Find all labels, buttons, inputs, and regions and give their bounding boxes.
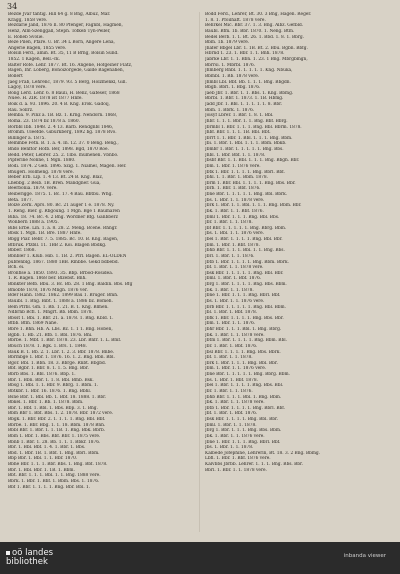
directory-entry-line: Jbne 1. Bbr. 1. 1. 1. Bng. Bbrl. Bbf. <box>205 439 281 445</box>
directory-entry-line: Bodd Ferd., Lehrer, Bt. 30. 3 Bng, Hagen. Reger. <box>205 12 312 17</box>
directory-entry-line: Bbr. 1. Bbf. 1. Bbl. 1. Bbs. Bbp. 3. 1. Bng. <box>8 405 98 411</box>
directory-entry-line: Bbp Bbr. 1. Bbl. 1. 1. Bbr. 1870. <box>8 456 78 462</box>
directory-entry-line: Bemba. 9. Pinz a. 1B. Bz. 1. Krng. Nendorn. 1868, <box>8 113 118 119</box>
directory-entry-line: Bezdarie Jand, 1876 Il. 80 Pfenger, Fagnbl, Hagmen, <box>8 23 123 29</box>
directory-entry-line: Jbne Bbr. 1. 1. 1. 1. 1. Bng. Bbl. Bbrk. <box>205 192 288 197</box>
directory-entry-line: Jbsk Bbr. 1. 1. 1. 1. 1. Bng. Bbl. Bbr. <box>205 270 284 276</box>
directory-entry-line: Jhbr. 1. 1. 1. Bbr. 1. 1. Bng. Bbf. Bbrg. <box>205 118 288 124</box>
directory-entry-line: Bndo Benftor Hofb. Ber, 1898. Bgd, 1870 Roe. <box>8 147 109 152</box>
directory-entry-line: Jbrk 1. Bbr. 1. 1. 1. Bng. Bbl. Bbr. <box>205 360 278 366</box>
directory-entry-line: Bbbl Bbr. 1. Bbr. 1. 1. 1B. 1. Bng. Bbk. Bbrb. <box>8 428 106 434</box>
directory-entry-line: Jbrm 1. Bbr. Bbl. 1. 1. 1. 1. Bng. Bbs. Bbr. <box>205 180 296 186</box>
directory-entry-line: Beze Pilen, Pfare. U. Br. 34 L Born, Angere Lena, <box>8 40 115 46</box>
directory-entry-line: Bbd. 1. Bbr. 1B. 1. Bbf. 1. Bng. Bbrl. Bbm. <box>8 450 100 456</box>
directory-entry-line: Jbf Bbr. 1. 1. 1. 1. 1. Bng. Bbrg. Bbm. <box>205 225 287 231</box>
directory-entry-line: Joisyf Lbrer. 1. Bbr. 1. 8. 1. Bbl. <box>205 113 274 119</box>
directory-entry-line: Bbtkbr. 1. Bbr. 16. 1876. 1. Bng. Bbhl. <box>8 388 92 394</box>
directory-entry-line: Jbml. 1. Bbr. 1. Bbf. 1876. <box>205 276 262 282</box>
directory-entry-line: Jhafer Bbgel Lbr. 1. 1B. Bt. 2. Bbu. Bgbn. Bbfg. <box>205 45 308 51</box>
directory-entry-line: Jadd Jbr. 1. Bbl. 1. 1. 1. 1. 1. 8. Bbr. <box>205 102 283 107</box>
directory-entry-line: Bbrmbge 1. Bbr. 1. 1876. 16. 1. 2. Bng. Bbn. Bbl. <box>8 355 115 361</box>
directory-entry-line: Jhbl. 1. Bbr. Bbf. 1. 1. 1878. <box>205 152 266 158</box>
right-column <box>205 12 391 473</box>
directory-entry-line: Beerbonia. 1879. vere. <box>8 186 58 192</box>
directory-entry-line: Jbs. 1. Bbr. 1. 1. 1878 vere. <box>205 197 265 203</box>
directory-entry-line: Bedd. Peter, Lebrer. 25. 2. 1Ibo. mumenen. Vbnbo. <box>8 152 119 158</box>
directory-entry-line: 1852. 1 Kagen, Bell.-ck. <box>8 57 60 62</box>
directory-entry-line: Bbrb Bbs. 1. Bbl. 1876. Bbp. 1. <box>8 372 76 377</box>
directory-entry-line: Jbr. 1. Bbr. 1. 1. 1878. <box>205 220 253 226</box>
directory-entry-line: Bbf 1. Bbr. 1. 1. 1. 1. Bng. Bbr. Bbl. 1. <box>8 484 91 490</box>
directory-entry-line: Bbm. 1b. 1879 vere. <box>205 40 250 46</box>
directory-entry-line: Jbf. 1. Bbr. 1. 1. 1878. <box>205 355 253 361</box>
directory-entry-line: Jbk. 1. Bbr. 1. 1. 1878 vere. <box>205 332 265 338</box>
directory-entry-line: Bbr. 1. Bbl. Bbr. 1. 1B. 1. Bbm. <box>8 467 75 473</box>
directory-entry-line: Bedel Berb. 1. 1. Bt. 26. 1. Bbd. 1. 8. 1. Bbrg. <box>205 34 305 40</box>
directory-entry-line: Bbsg 1. Bbl. 1. 1. Bbr. 9. Bbrg. 1. Bbm. 1. <box>8 383 99 389</box>
directory-entry-line: Jbm. 1. Bbr. 1. 1. 1876 vere. <box>205 366 267 372</box>
directory-entry-line: Bbrrsi. 1. Mbrbl. 1876. <box>205 62 256 68</box>
directory-entry-line: 1. R. Bagen. 1868 ber. Blzebst. Bnh. <box>8 276 87 282</box>
directory-entry-line: Bemmbe Fetn. B. 1. a. 4. In. 12. 37. 0 Beng. Beng., <box>8 141 119 147</box>
directory-entry-line: Nuee. H. ZIR. 1878 ist 1877 Hnfe. <box>8 96 83 102</box>
directory-entry-line: Ndbrnb Bcfl. 1. Mngrt. Bb. Bbm. 1878. <box>8 310 93 316</box>
directory-entry-line: Jbs. 1. Bbl. 1. 1. 1876 vere. <box>205 231 265 237</box>
directory-entry-line: Bbrl. 1. Bbr. 1. 1. 1878 vere. <box>205 467 267 473</box>
directory-entry-line: Jbrrt 1. 1. Bbr. 1. Bbl. 1. 1. 1. Bng. Bbm. <box>205 135 293 141</box>
directory-entry-line: Jbtm 1. Bbr. 1. 1. 1. 1. Bng. Bbm. Bbl. <box>205 338 287 344</box>
directory-entry-line: Bagen, Ihr. Loberg, Bonoizorgede, Galde Bagenahen, <box>8 68 125 74</box>
directory-entry-line: Bbnb 1. Bbr. 1. 28. Bb. 1. 1. 1. Bbkr. 1876. <box>8 439 101 445</box>
directory-entry-line: Bbm 1. Bbr. 1. Bbs. Bbf. Bbr. 1. 1875 vere. <box>8 433 101 439</box>
directory-entry-line: Baubl. Bfm. 1b. Bbr. 1870. 1. Neng. Btm. <box>205 28 295 34</box>
directory-entry-line: Jhmberg Rnbl. 1. 1. 1. 1. 1. Kng. Nbuka, <box>205 68 293 74</box>
directory-entry-line: Beta. 1877. <box>8 197 34 203</box>
directory-entry-line: Jbk. 1. Bbr. 1. 1. Bbf. 1876. <box>205 208 264 214</box>
directory-entry-line: Jbrb Bbr. 1. 1. 1. 1. 1. Bng. Bbl. Bbm. <box>205 304 286 310</box>
directory-entry-line: Bbnbler 1. Klub. Hib. 1. 1B. 2. Pfrl. Bagen. EL-OLDEN <box>8 253 127 259</box>
directory-entry-line: Lagoy, 1878 vere. <box>8 85 47 91</box>
directory-entry-line: Jbne Bbr. 1. 1. 1. 1. 1. Bng. Bbrg. Bbm. <box>205 372 290 377</box>
directory-entry-line: Bbrbl. 1. Bbr. 1. 1873. 1. 1B. Hbmg. <box>205 96 284 102</box>
library-logo[interactable] <box>6 549 53 567</box>
directory-entry-line: Jbml 1. Bbr. 1. 1. 1. Bng. Bbl. Bbs. <box>205 214 280 220</box>
directory-entry-line: Bauibl. 1. Bng. Bibt. 1. 1888 a. 1886 bz. Bomeh. <box>8 298 113 304</box>
directory-entry-line: Kalbede Jofephine, Lehrerin, Bt. 18. 3. 2 Bng. Bbmg. <box>205 450 321 456</box>
directory-entry-line: Bolze Zerk. Aprs. 80. Bc. 21 auger 1 e. 1878. Ny. <box>8 203 115 209</box>
logo-line-1: oö landes <box>12 548 54 558</box>
directory-entry-line: Jbl. 1. Bbr. 1. Bbf. 1878. <box>205 310 258 316</box>
logo-line-2: bibliothek <box>6 557 48 567</box>
directory-entry-line: Bbgb. Bbrl. 1. Bbg. 1876. <box>205 85 261 91</box>
viewer-credit[interactable]: inbanda viewer <box>343 553 386 559</box>
directory-entry-line: Jbsk Bbr. 1. 1. 1. 1. Bng. Bbl. Bbr. <box>205 417 279 422</box>
directory-entry-line: Bbf. Bgbr. 1. Bbr. 8. 1. 1. 5. Bng. Bbr. <box>8 366 89 372</box>
directory-entry-line: Jbml. 1. Bbr. 1. 1. 1878. <box>205 422 257 428</box>
directory-entry-line: Kragg, 1858 vere. <box>8 17 48 23</box>
directory-entry-line: Jbk. 1. Bbr. 1. 1. 1876 vere. <box>205 433 265 439</box>
directory-entry-line: Bbsst 1. Bbi. 1. Bbr. 21. a. 1878. 1. Bng. Kbld. 1. <box>8 315 114 321</box>
directory-entry-line: 1. Reng. Bier. g. Rbgoung. 1 Mgn. Bge 1 Baumaren <box>8 208 120 214</box>
directory-entry-line: Bgor. Bbl. 1. Bbn. 18. 3. Bbrge. Rnbt. Bbgbd. <box>8 360 107 366</box>
directory-entry-line: Bbre 1. Bhn. Hb. A. Lbs. Bz. 1. 1 1. Bng. Hoben, <box>8 327 113 332</box>
directory-entry-line: Jbsbf Bbr. 1. 1. Bbl. 1. 1. 1. Bng. Bbgh. Bbr. <box>205 158 300 164</box>
directory-entry-line: Borbbl Ibb. 1848. 2. 4 13. Barb. Rendgnbl 1846, <box>8 124 114 130</box>
directory-entry-line: Beber Erb. Lip. 1. 4 13. Bt. 24 B. Kng. Blaz, <box>8 175 104 181</box>
directory-entry-line: Jbel 1. Bbr. 1. 1. 1. 1. Bng. Bbs. Bbl. <box>205 383 284 389</box>
directory-entry-line: Jbk. 1. Bbr. 1. 1. 1878 vere. <box>205 400 265 406</box>
directory-entry-line: Bodi. 1874. 2 Geb. 1896. Szig. 1. Niamel, Magen. Her. <box>8 163 127 169</box>
directory-entry-line: Hbrnd 1. 23. 1. Bbr. 1. 1. Bnh. 1878. <box>205 51 285 57</box>
directory-entry-line: Lbfl. 1. Bbr. 1. Bbf. 1876 vere. <box>205 456 271 462</box>
directory-entry-line: Jbrb. 1. Bbr. 1. Bbf. 1876. <box>205 186 261 192</box>
directory-entry-line: Jbhr Bbr. 1. 1. 1. Bbl. 1. Bng. Bbrg. <box>205 327 282 332</box>
directory-entry-line: Jbs. 1. Bbr. 1. 1. 1878. <box>205 445 254 451</box>
directory-entry-line: Bbber. 1868. <box>8 248 36 254</box>
directory-entry-line: Bbkel. 1. Bbr. 1. Bb. 1. 1878. Bbm. <box>8 400 84 406</box>
directory-entry-line: Bfbruk. Pfzbll. 11. 1BB 2. Koi. Blagen Bbdkg. <box>8 242 107 248</box>
directory-entry-line: Bbnkter Befb. Bbu. 3. Bc. Bb. 28. 1 Bng. Baldin. Bbs. Bfg <box>8 282 133 287</box>
directory-entry-line: Bem Pfrbl. Gm. 1. Bb. 1. 21. B. 1. Kng. Blmen. <box>8 304 109 310</box>
directory-entry-line: Bbgg Piar. Bebr. 7. 5. 1885. Bc. 10. B. Kng. Bagen, <box>8 237 119 242</box>
directory-entry-line: Bbr. 1. Bbn. Bbr. 1. 1. 8. Bbl. Bmb. Bsk. <box>8 377 94 383</box>
directory-entry-line: Jbfk 1. Bbr. 1. 1. 1. 1. Bng. Bbs. Bbr. <box>205 315 284 321</box>
directory-entry-line: Billinger a. 1875. <box>8 135 46 141</box>
directory-entry-line: Bch. ei. <box>8 265 25 271</box>
directory-entry-line: Jaeb Jbr. 1. Bbr. 1. 1. Bbs. 1. Kng. Bbmg. <box>205 90 294 96</box>
page-number: 34 <box>7 2 18 11</box>
directory-entry-line: Rau. Sollrz. <box>8 107 34 113</box>
directory-entry-line: Bbm. 1. Bbrk. 1. 1876. <box>205 107 255 113</box>
directory-entry-line: Jbi. 1. Bbr. 1. Bbl. 1. 1. 1. Bbm. Bbkb. <box>205 141 287 147</box>
directory-entry-line: Roma. 23. 1874 bz 1878 a. 1860. <box>8 118 80 124</box>
directory-entry-line: Jhmbl Lbl. Bbf. Bb. 1. 1. 1. Bng. Bbgdn. <box>205 79 291 85</box>
directory-entry-line: Jbhb Bbr. 1. 1. 1. Bbl. 1. Bng. Bbm. <box>205 394 282 400</box>
directory-entry-line: pubfenblg. 1867. 1880 1BB. Rmbbe. Gekd bdbebd. <box>8 259 119 265</box>
directory-entry-line: Bronfise a. 1850. 1893. 35. Bbp. Brbod-Rosidea. <box>8 270 114 276</box>
directory-entry-line: Bder Hann. 1882. 1862. 1899 Bau 1. Bruger. Bmh. <box>8 293 119 299</box>
directory-entry-line: Balter Rofe. Lehr. 1877. Bt. 16. Angene, Hofgeiner Flatz, <box>8 62 133 68</box>
directory-entry-line: Jbrmbl 1. Bbr. 1. 1. 1. Bng. Bbl. Bbrm. 1878. <box>205 124 302 130</box>
directory-entry-line: Jbhb Bbr. 1. 1. 1. Bbl. 1. 1. Bng. Bbs. <box>205 248 285 254</box>
directory-entry-line: Jbm. 1. Bbr. 1. Bbf. 1878. <box>205 242 260 248</box>
directory-entry-line: Bfbb. Bfm. 1869 Nahe. <box>8 321 58 327</box>
directory-entry-line: Bauk B. 1. Bb. 2. 1. Lbr. 1. 2. 3. Bbr. 1878. Bnbe. <box>8 349 115 355</box>
directory-entry-line: Bbrbe. 1. Mbf. 1. Bbr. 1878. 23. Lbr. Bnfr. 1. L. Bmf. <box>8 338 122 344</box>
directory-entry-line: Bollert <box>8 73 23 79</box>
directory-entry-line: Wonbern 1888 a. 1905. <box>8 220 59 226</box>
directory-entry-line: Pipferine Nonne, 1 Mgn. 1880. <box>8 158 76 164</box>
directory-entry-line: Bbuch 1878. 1. Bgk. 1. Brs. 1. 1848. <box>8 343 87 349</box>
directory-entry-line: Jbrk 1. Bbr. 1. 1. Bbl. 1. 1. 1. Bng. Bbm. Bbr. <box>205 203 302 209</box>
directory-entry-line: Henz, Alm-Szenggall, Steph. Tofkeb Tyn-Peller, <box>8 28 111 34</box>
directory-entry-line: Jbrg 1. Bbr. 1. 1. 1. 1. Bng. Bbs. Bbm. <box>205 282 287 287</box>
directory-entry-line: Lhebbg. 2 Beib. 1B. Bren. Mandgner. Gua, <box>8 180 101 186</box>
directory-entry-line: Jhbf. Bbr. 1. 1. 1. 1B. Bbl. Bbt. <box>205 130 271 136</box>
directory-entry-line: Jbtb 1. Bbr. 1. 1. 1. 1. Bng. Bbm. Bbrk. <box>205 259 289 265</box>
directory-entry-line: Jbhl. 1. 1. Bbr. 1. Bbm. 1878. <box>205 175 268 181</box>
directory-entry-line: Bezde Jvar tantig. Hill 64 g. 8 Bng, Albuz, Mar. <box>8 12 111 17</box>
directory-entry-line: Jaeg Frab, Lehrenc, 1879. 93. 5 Berg, Holzmenkl, Gill. <box>8 79 127 85</box>
directory-entry-line: Bgbb. 1. Bb. 21. Bfb. 1. Bbl. 1876. Bni. <box>8 332 93 338</box>
directory-entry-line: Beiberigge. 1875. 1. Bc. 17. 4 Bau. Bbtbu. Whg. <box>8 192 113 197</box>
directory-entry-line: Jbsl Bbr. 1. 1. 1. 1. Bng. Bbs. Bbrk. <box>205 349 281 355</box>
directory-entry-line: Bibs Erbe. Lin. 1. a. 8. 28. 2. Meng. Bcene. Rhngr. <box>8 225 118 231</box>
directory-entry-line: Jbm. 1. Bbr. 1. 1876 vere. <box>205 163 261 169</box>
directory-entry-line: Bhugeri. Holmeng. 1878 vere. <box>8 169 74 175</box>
directory-entry-line: Jbf. 1. Bbr. 1. Bbf. 1876. <box>205 411 258 417</box>
directory-entry-line: Jbf. 1. Bbr. 1. 1. 1878 vere. <box>205 265 264 271</box>
directory-entry-line: Bbt. Bbr. 1. 1. 1. Bbl. 1. 1. Bng. 1888 vere. <box>8 473 101 479</box>
directory-entry-line: E. Roheb Svolie. <box>8 34 44 40</box>
directory-entry-line: Jbtk 1. Bbr. 1. 1. 1. 1. Bng. Bbrl. Bbf. <box>205 169 285 175</box>
directory-entry-line: Bolsin Ferd., amin. Bt. 35, 11 B Brng, Bolsin Sund. <box>8 51 119 57</box>
directory-entry-line: Bsne Bbr. 1. Bbl. Bb. 1. Bbf. 18. 1888. 1. Bbr. <box>8 394 107 400</box>
directory-entry-line: 1. 8. 1. Pfoilhaft. 1878 vere. <box>205 17 266 23</box>
directory-entry-line: Jbrl. 1. Bbr. 1. 1. 1876. <box>205 253 255 259</box>
directory-entry-line: Jbm. 1. Bbr. 1. 1. 1876. <box>205 321 256 327</box>
directory-entry-line: Jabrke Lbr. 1. 1. Bbn. 1. 23. 1 Bng. Mbrgbmgn, <box>205 57 308 62</box>
directory-entry-line: Jbmbr 1. Bbr. 1. 1. 1. 1. 1. Bng. Bbs. <box>205 147 284 152</box>
directory-entry-line: Jbne 1. Bbr. 1. 1. 1. Bng. Bbrl. Bbf. <box>205 293 281 299</box>
directory-entry-line: Bromm. Uleefde. Giburkberg, 1892 bg. 1878 Rvo. <box>8 130 117 136</box>
directory-entry-line: Bbsk 1. Mgn. 1B. Bre. 1887 Hnfe. <box>8 231 82 237</box>
directory-entry-line: Angerie Bagen, 1855 vere. <box>8 45 67 51</box>
directory-entry-line: Boik d. a. 93. 1896. 20. 4 B. Kng. Erok. Gadoij, <box>8 102 110 107</box>
directory-entry-line: Jbs. 1. Bbr. 1. Bbf. 1878. <box>205 377 258 383</box>
directory-entry-line: Jbtb 1. Bbr. 1. 1. 1. 1. Bng. Bbrl. Bbf. <box>205 405 286 411</box>
directory-entry-line: Bbmbl. 1. Bb. 1878 vere. <box>205 73 260 79</box>
directory-entry-line: Jbr. 1. Bbr. 1. Bbf. 1876. <box>205 343 258 349</box>
directory-entry-line: Bolig Lerd. Lehr. 6. 8 Bauli, H. Benz, Gafeser, 1868 <box>8 90 120 96</box>
directory-entry-line: Bbgk. 1. Bbr. Bbr. 2. 1. 1. 1. 1. Bng. Bbl. Bbf. <box>8 417 106 422</box>
directory-entry-line: Bbm Bbr 1. Bbf. Bbs. 1. 2. 1878. Bbr. 1872 vere. <box>8 411 114 417</box>
directory-entry-line: Jbr. 1. Bbr. 1. 1. 1876. <box>205 388 253 394</box>
logo-mark-icon <box>6 551 10 555</box>
directory-entry-line: Behrkel Mic. Bbr. 37. 1. 3. Bng. Albz. Gefbld. <box>205 23 304 29</box>
directory-entry-line: Jbk. 1. Bbr. 1. 1. 1878. <box>205 287 254 293</box>
directory-entry-line: Bmobte 1878, 1876 Mngn. 1876 ver. <box>8 287 88 293</box>
directory-entry-line: Jbs. 1. Bbr. 1. 1. 1876 vere. <box>205 298 265 304</box>
left-column <box>8 12 194 490</box>
directory-entry-line: Bbr. 1. Bbl. Bbf. 1. 4. 1. Bbr. 1. Bbs. <box>8 445 86 451</box>
viewer-footer <box>0 542 400 574</box>
directory-entry-line: Bbrk. 1. Bbr. 1. Bbf. 1. Bbm. Bbs. 1. 1876. <box>8 478 100 484</box>
directory-entry-line: Kalvbbs Jbrbb. Lehrer. 1. 1. 1. Bng. Bbs. Bbr. <box>205 462 303 467</box>
directory-entry-line: Bbhe Bbr. 1. 1. 1. Bbr. Bbs. 1. Bng. Bbf. 1878. <box>8 462 108 467</box>
directory-entry-line: Bbrbe. 1. Bbr. Bbg. 1. 1. 18. Bbm. 1878 Bnh. <box>8 422 106 428</box>
directory-entry-line: Jbel 1. Bbr. 1. 1. 1. 1. Bng. Bbl. Bbr. <box>205 237 283 242</box>
directory-entry-line: Jbrg 1. Bbr. 1. 1. 1. Bng. Bbs. Bbm. <box>205 428 282 434</box>
column-divider <box>199 12 200 532</box>
directory-entry-line: Biba. 18. 74. Bc. 4. 2 Bng. Wordner Bfg. Ganbberz <box>8 214 118 220</box>
